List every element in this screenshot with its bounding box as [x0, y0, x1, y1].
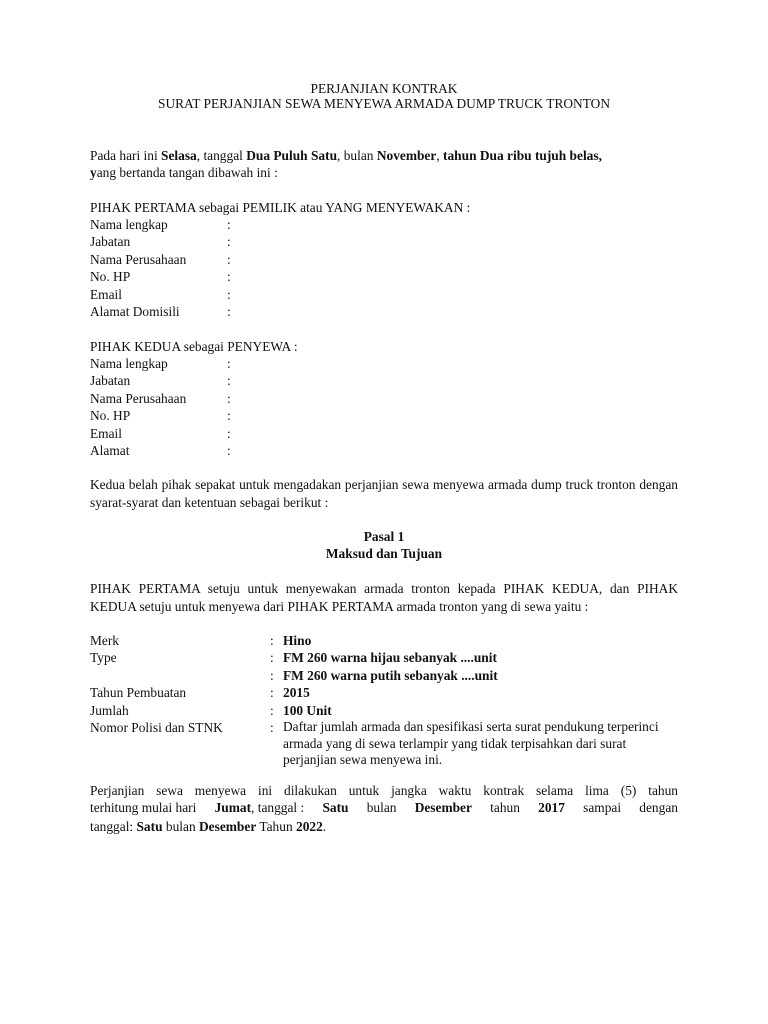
opening-line-2: yang bertanda tangan dibawah ini :	[90, 165, 278, 180]
duration-line-1: Perjanjian sewa menyewa ini dilakukan untuk jangka waktu kontrak selama lima (5) tahun	[90, 783, 678, 798]
agreement-paragraph: Kedua belah pihak sepakat untuk mengadakan perjanjian sewa menyewa armada dump truck tronton dengan syarat-syarat dan ketentuan sebagai berikut :	[90, 477, 678, 510]
document-title: PERJANJIAN KONTRAK	[310, 81, 458, 96]
duration-text: bulan	[366, 800, 397, 815]
pasal-intro-paragraph: PIHAK PERTAMA setuju untuk menyewakan armada tronton kepada PIHAK KEDUA, dan PIHAK KEDUA setuju untuk menyewa dari PIHAK PERTAMA armada tronton yang di sewa yaitu :	[90, 581, 678, 614]
pasal-title: Maksud dan Tujuan	[325, 546, 443, 561]
pihak-kedua-heading: PIHAK KEDUA sebagai PENYEWA :	[90, 339, 298, 354]
duration-text: terhitung mulai hari	[90, 800, 197, 815]
duration-text: dengan	[639, 800, 678, 815]
duration-text: Jumat, tanggal :	[214, 800, 305, 815]
duration-value: Satu	[322, 800, 349, 815]
document-subtitle: SURAT PERJANJIAN SEWA MENYEWA ARMADA DUMP TRUCK TRONTON	[158, 96, 610, 111]
duration-text: tahun	[490, 800, 520, 815]
opening-text: Pada hari ini Selasa, tanggal Dua Puluh Satu, bulan November, tahun Dua ribu tujuh belas,	[90, 148, 602, 163]
pihak-pertama-heading: PIHAK PERTAMA sebagai PEMILIK atau YANG MENYEWAKAN :	[90, 200, 471, 215]
duration-line-3: tanggal: Satu bulan Desember Tahun 2022.	[90, 819, 327, 834]
contract-page: PERJANJIAN KONTRAK SURAT PERJANJIAN SEWA MENYEWA ARMADA DUMP TRUCK TRONTON Pada hari ini Selasa, tanggal Dua Puluh Satu, bulan November, tahun Dua ribu tujuh belas, yang bertanda tangan dibawah ini : PIHAK PERTAMA sebagai PEMILIK atau YANG MENYEWAKAN : Nama lengkap : Jabatan : Nama Perusahaan : No. HP : Email : Alamat Domisili : PIHAK KEDUA sebagai PENYEWA : Nama lengkap : Jabatan : Nama Perusahaan : No. HP : Email : Alamat : Kedua belah pihak sepakat untuk mengadakan perjanjian sewa menyewa armada dump truck tronton dengan syarat-syarat dan ketentuan sebagai berikut : Pasal 1 Maksud dan Tujuan PIHAK PERTAMA setuju untuk menyewakan armada tronton kepada PIHAK KEDUA, dan PIHAK KEDUA setuju untuk menyewa dari PIHAK PERTAMA armada tronton yang di sewa yaitu : Merk : Hino Type : FM 260 warna hijau sebanyak ....unit : FM 260 warna putih sebanyak ....unit Tahun Pembuatan : 2015 Jumlah : 100 Unit Nomor Polisi dan STNK : Daftar jumlah armada dan spesifikasi serta surat pendukung terperinci armada yang di sewa terlampir yang tidak terpisahkan dari surat perjanjian sewa menyewa ini. Perjanjian sewa menyewa ini dilakukan untuk jangka waktu kontrak selama lima (5) tahun terhitung mulai hari Jumat, tanggal : Satu bulan Desember tahun 2017 sampai dengan tanggal: Satu bulan Desember Tahun 2022.	[0, 0, 768, 1024]
duration-value: 2017	[538, 800, 565, 815]
stnk-note: Daftar jumlah armada dan spesifikasi serta surat pendukung terperinci armada yang di sewa terlampir yang tidak terpisahkan dari surat perjanjian sewa menyewa ini.	[283, 719, 659, 767]
duration-value: Desember	[414, 800, 472, 815]
duration-text: sampai	[583, 800, 622, 815]
pasal-number: Pasal 1	[363, 529, 405, 544]
opening-line-1	[90, 147, 678, 165]
duration-line-2	[90, 799, 678, 817]
